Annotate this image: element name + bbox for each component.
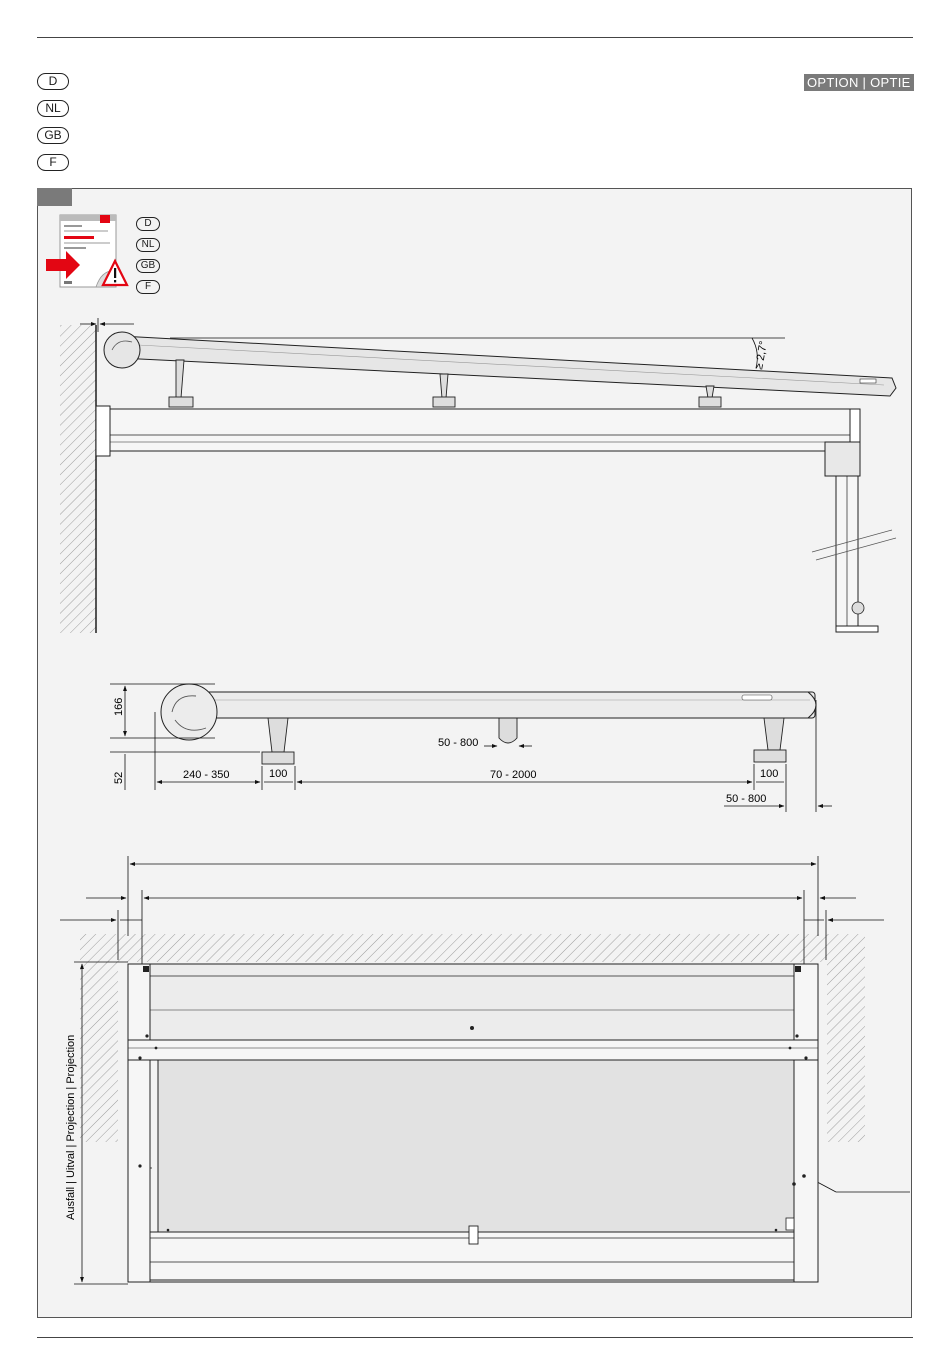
dim-profile-mid-support: 50 - 800 — [438, 737, 479, 749]
side-view — [60, 318, 896, 633]
lang-badge-f: F — [37, 154, 69, 171]
rail-support-2 — [433, 374, 455, 407]
projection-label: Ausfall | Uitval | Projection | Projection — [65, 1034, 77, 1220]
panel-lang-badge-gb: GB — [136, 259, 160, 273]
lang-badge-nl: NL — [37, 100, 69, 117]
angle-label: ≥ 2,7° — [753, 340, 770, 371]
dim-profile-bottom: 52 — [113, 771, 125, 784]
profile-foot-left — [262, 718, 294, 764]
dim-profile-middle: 70 - 2000 — [490, 769, 537, 781]
profile-mid-support — [499, 718, 517, 743]
roof-rail — [120, 336, 896, 396]
panel-lang-badge-d: D — [136, 217, 160, 231]
dim-profile-height: 166 — [113, 697, 125, 716]
dim-profile-overhang: 50 - 800 — [726, 793, 767, 805]
option-badge: OPTION | OPTIE — [804, 74, 914, 91]
cassette-beam — [110, 409, 850, 451]
profile-foot-right — [754, 718, 786, 762]
rail-support-3 — [699, 386, 721, 407]
dim-profile-left: 240 - 350 — [183, 769, 230, 781]
plan-fabric — [158, 1060, 794, 1232]
wall-hatch — [60, 325, 96, 633]
lang-badge-d: D — [37, 73, 69, 90]
panel-lang-badge-f: F — [136, 280, 160, 294]
profile-view — [110, 684, 832, 812]
plan-view — [60, 856, 910, 1284]
dim-profile-foot-left: 100 — [269, 768, 288, 780]
profile-rail — [185, 692, 815, 718]
rail-support-1 — [169, 360, 193, 407]
panel-lang-badge-nl: NL — [136, 238, 160, 252]
dim-profile-foot-right: 100 — [760, 768, 779, 780]
lang-badge-gb: GB — [37, 127, 69, 144]
